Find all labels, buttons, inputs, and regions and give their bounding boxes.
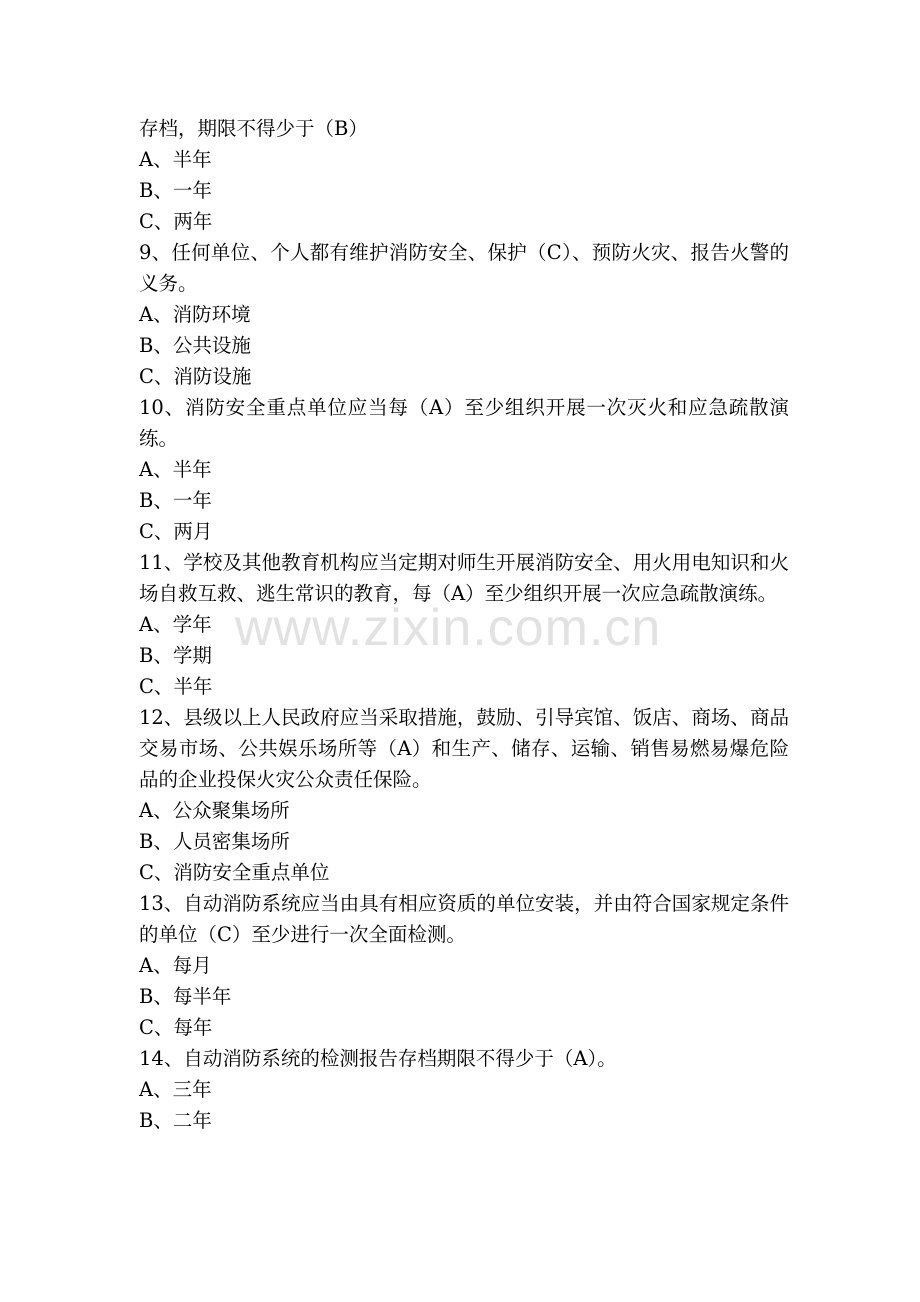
option-a: A、三年 [139,1078,212,1101]
option-a: A、半年 [139,458,212,481]
option-a: A、消防环境 [139,303,251,326]
question-9: 9、任何单位、个人都有维护消防安全、保护（C）、预防火灾、报告火警的义务。 [139,241,789,295]
document-body [139,113,789,1136]
question-14: 14、自动消防系统的检测报告存档期限不得少于（A）。 [139,1047,617,1070]
question-13: 13、自动消防系统应当由具有相应资质的单位安装，并由符合国家规定条件的单位（C）至少进行一次全面检测。 [139,892,789,946]
option-b: B、二年 [139,1109,212,1132]
option-a: A、公众聚集场所 [139,799,290,822]
option-b: B、人员密集场所 [139,830,290,853]
option-c: C、消防设施 [139,365,252,388]
question-12: 12、县级以上人民政府应当采取措施，鼓励、引导宾馆、饭店、商场、商品交易市场、公共娱乐场所等（A）和生产、储存、运输、销售易燃易爆危险品的企业投保火灾公众责任保险。 [139,706,789,791]
option-b: B、公共设施 [139,334,251,357]
option-c: C、半年 [139,675,213,698]
option-b: B、一年 [139,489,212,512]
question-continuation: 存档，期限不得少于（B） [139,117,368,140]
option-b: B、一年 [139,179,212,202]
option-c: C、两月 [139,520,213,543]
option-b: B、每半年 [139,985,232,1008]
option-a: A、每月 [139,954,212,977]
question-10: 10、消防安全重点单位应当每（A）至少组织开展一次灭火和应急疏散演练。 [139,396,789,450]
option-b: B、学期 [139,644,212,667]
watermark: www.zixin.com.cn [235,599,662,657]
option-c: C、每年 [139,1016,213,1039]
question-11: 11、学校及其他教育机构应当定期对师生开展消防安全、用火用电知识和火场自救互救、逃生常识的教育，每（A）至少组织开展一次应急疏散演练。 [139,551,789,605]
option-c: C、消防安全重点单位 [139,861,330,884]
option-a: A、半年 [139,148,212,171]
option-a: A、学年 [139,613,212,636]
option-c: C、两年 [139,210,213,233]
